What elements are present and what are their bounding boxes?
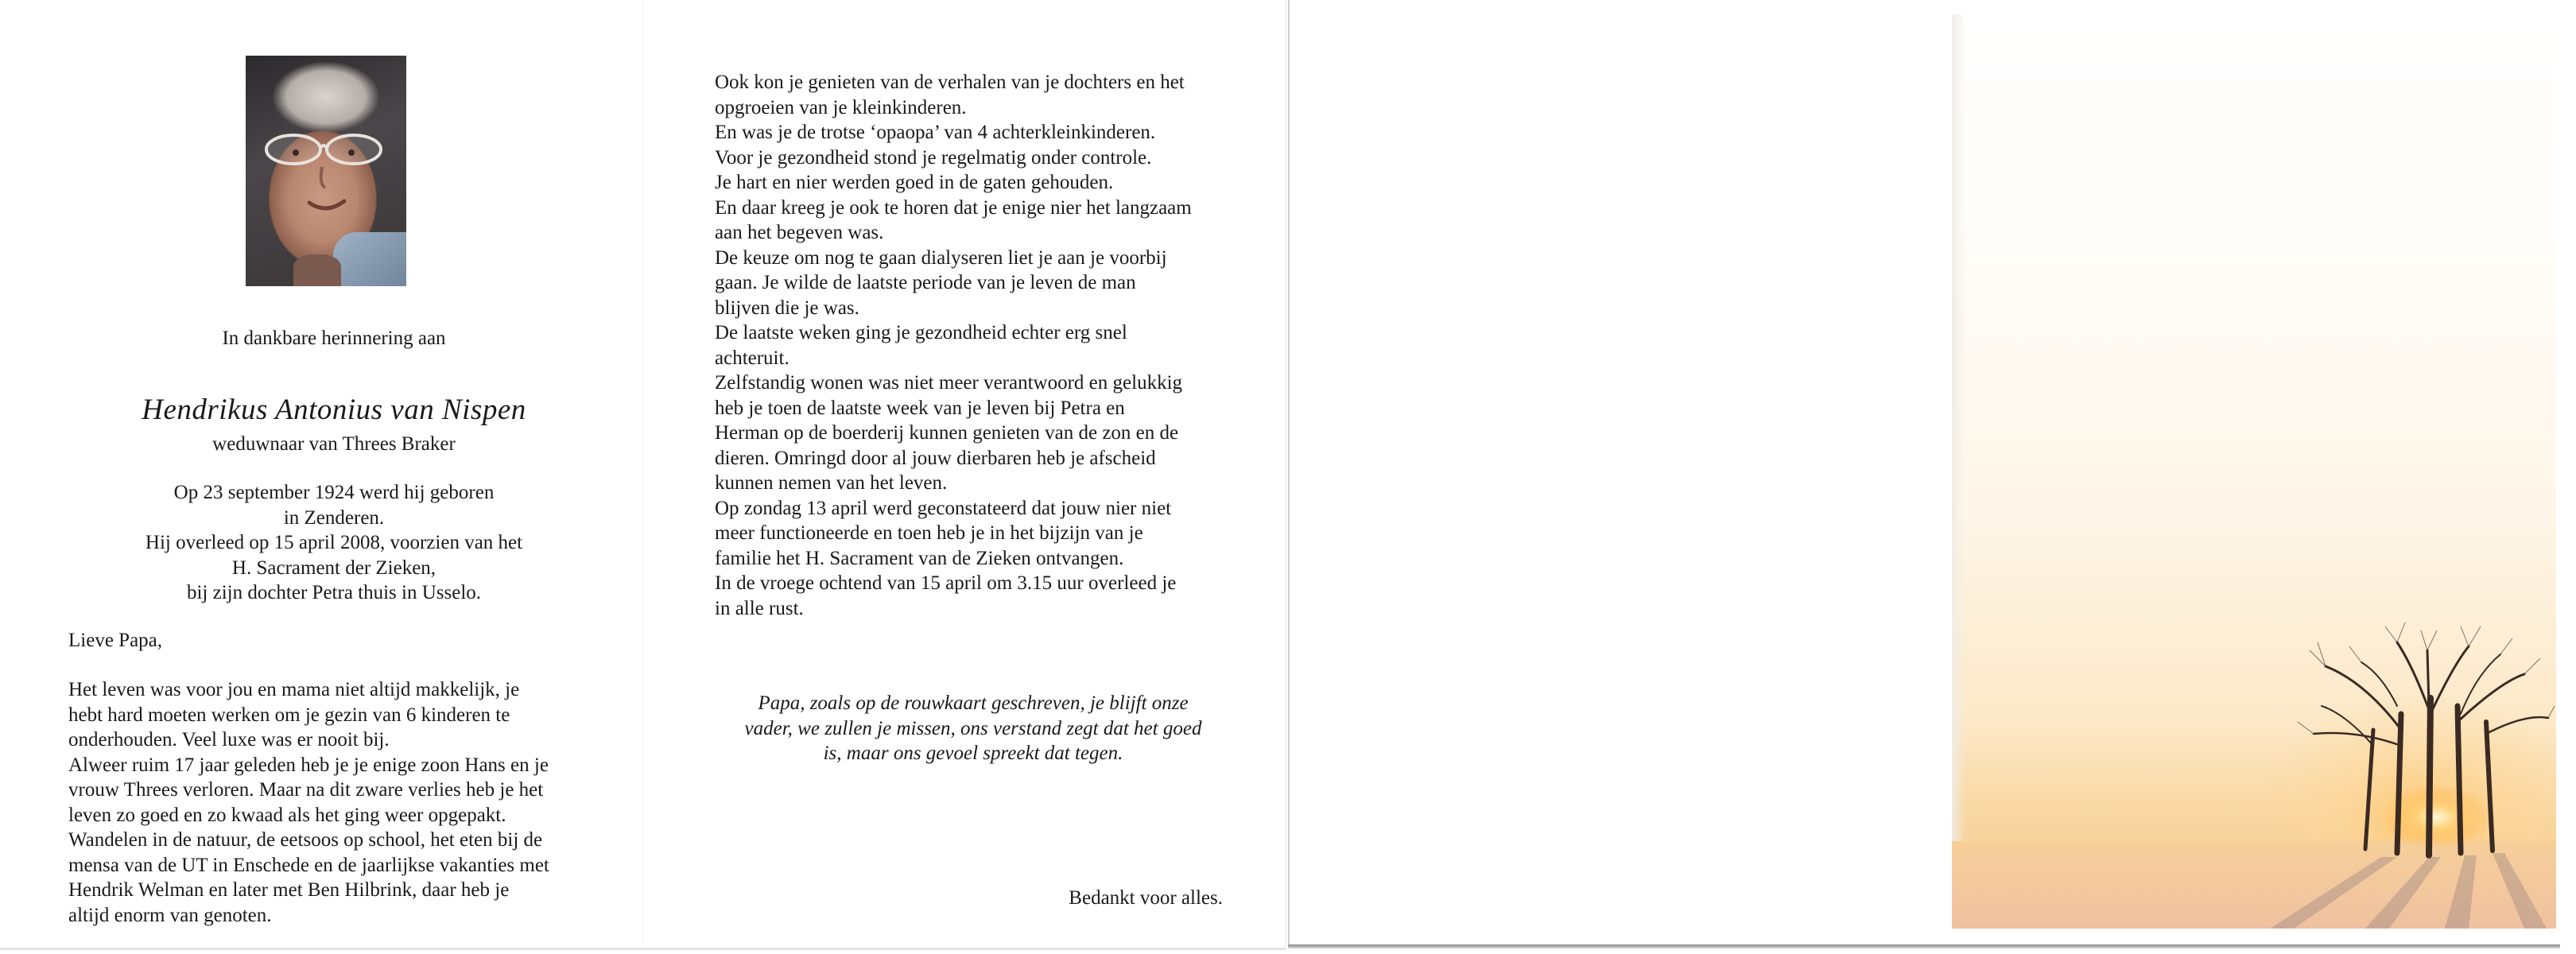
text-line: Op zondag 13 april werd geconstateerd dat jouw nier niet — [715, 497, 1172, 519]
text-line: In de vroege ochtend van 15 april om 3.15 uur overleed je — [715, 572, 1177, 594]
text-line: Je hart en nier werden goed in de gaten gehouden. — [715, 172, 1114, 193]
text-line: En was je de trotse ‘opaopa’ van 4 achterkleinkinderen. — [715, 122, 1156, 143]
quote-line: is, maar ons gevoel spreekt dat tegen. — [823, 743, 1123, 764]
life-line: Op 23 september 1924 werd hij geboren — [173, 482, 495, 503]
text-line: hebt hard moeten werken om je gezin van 6 kinderen te — [68, 704, 510, 726]
text-line: heb je toen de laatste week van je leven bij Petra en — [715, 397, 1125, 419]
text-line: De keuze om nog te gaan dialyseren liet je aan je voorbij — [715, 246, 1167, 269]
text-line: opgroeien van je kleinkinderen. — [715, 96, 967, 118]
text-line: En daar kreeg je ook te horen dat je enige nier het langzaam — [715, 196, 1192, 219]
text-line: altijd enorm van genoten. — [68, 904, 272, 926]
text-line: Voor je gezondheid stond je regelmatig onder controle. — [715, 146, 1152, 169]
life-line: Hij overleed op 15 april 2008, voorzien van het — [145, 532, 523, 553]
letter-body-left — [68, 677, 549, 928]
sheet-bottom-edge — [0, 948, 1286, 950]
text-line: leven zo goed en zo kwaad als het ging weer opgepakt. — [68, 804, 506, 826]
winter-trees-sunset-image — [1952, 14, 2556, 929]
deceased-name: Hendrikus Antonius van Nispen — [142, 394, 526, 426]
text-line: De laatste weken ging je gezondheid echter erg snel — [715, 322, 1127, 343]
text-line: blijven die je was. — [715, 297, 859, 319]
text-line: Alweer ruim 17 jaar geleden heb je je enige zoon Hans en je — [68, 754, 549, 776]
life-line: bij zijn dochter Petra thuis in Usselo. — [186, 582, 482, 603]
text-line: onderhouden. Veel luxe was er nooit bij. — [68, 729, 390, 750]
greeting: Lieve Papa, — [68, 630, 163, 651]
text-line: Wandelen in de natuur, de eetsoos op school, het eten bij de — [68, 829, 543, 851]
quote-line: Papa, zoals op de rouwkaart geschreven, je blijft onze — [758, 692, 1189, 714]
widower-line: weduwnaar van Threes Braker — [212, 433, 456, 455]
text-line: vrouw Threes verloren. Maar na dit zware verlies heb je het — [68, 779, 544, 801]
portrait-photo — [246, 56, 406, 286]
text-line: dieren. Omringd door al jouw dierbaren heb je afscheid — [715, 447, 1156, 469]
trees-illustration — [1952, 14, 2556, 929]
text-line: kunnen nemen van het leven. — [715, 472, 948, 494]
text-line: meer functioneerde en toen heb je in het bijzijn van je — [715, 522, 1143, 544]
text-line: Herman op de boerderij kunnen genieten van de zon en de — [715, 422, 1179, 444]
center-fold — [642, 0, 644, 946]
sheet-bottom-shadow — [1288, 944, 2560, 948]
life-line: in Zenderen. — [283, 506, 385, 529]
text-line: familie het H. Sacrament van de Zieken ontvangen. — [715, 547, 1124, 569]
letter-body-right — [715, 70, 1192, 621]
closing-quote — [715, 691, 1232, 766]
text-line: aan het begeven was. — [715, 222, 884, 243]
text-line: Het leven was voor jou en mama niet altijd makkelijk, je — [68, 679, 520, 700]
text-line: Ook kon je genieten van de verhalen van je dochters en het — [715, 72, 1185, 93]
text-line: Hendrik Welman en later met Ben Hilbrink, daar heb je — [68, 879, 510, 901]
life-line: H. Sacrament der Zieken, — [231, 556, 436, 579]
text-line: mensa van de UT in Enschede en de jaarlijkse vakanties met — [68, 854, 549, 876]
text-line: gaan. Je wilde de laatste periode van je leven de man — [715, 272, 1136, 293]
text-line: achteruit. — [715, 347, 789, 369]
life-data — [64, 480, 604, 606]
portrait-features — [246, 56, 406, 286]
intro-text: In dankbare herinnering aan — [222, 328, 446, 349]
text-line: in alle rust. — [715, 597, 804, 619]
text-line: Zelfstandig wonen was niet meer verantwoord en gelukkig — [715, 372, 1183, 394]
thank-you-line: Bedankt voor alles. — [1069, 887, 1223, 909]
quote-line: vader, we zullen je missen, ons verstand zegt dat het goed — [744, 717, 1202, 739]
